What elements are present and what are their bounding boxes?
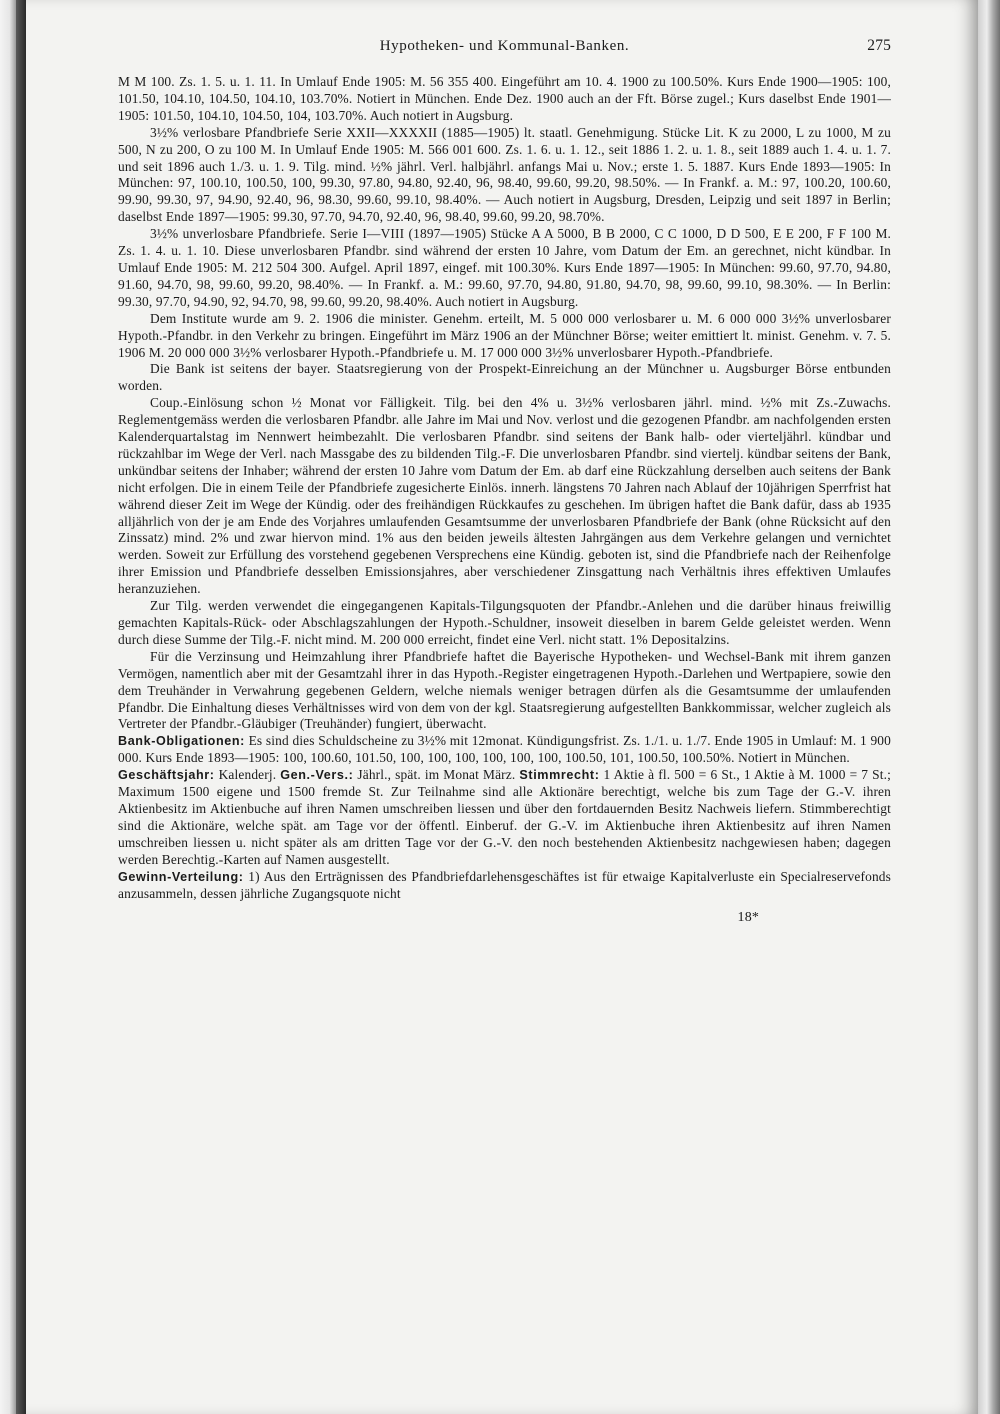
paragraph-geschaeftsjahr xyxy=(118,767,891,868)
paragraph-verlosbare-pfandbriefe: 3½% verlosbare Pfandbriefe Serie XXII—XXXXII (1885—1905) lt. staatl. Genehmigung. Stücke Lit. K zu 2000, L zu 1000, M zu 500, N zu 200, O zu 100 M. In Umlauf Ende 1905: M. 566 001 600. Zs. 1. 6. u. 1. 12., seit 1886 1. 2. u. 1. 8., seit 1889 auch 1. 4. u. 1. 7. und seit 1896 auch 1./3. u. 1. 9. Tilg. mind. ½% jährl. Verl. halbjährl. anfangs Mai u. Nov.; erste 1. 5. 1887. Kurs Ende 1893—1905: In München: 97, 100.10, 100.50, 100, 99.30, 97.80, 94.80, 92.40, 96, 98.40, 99.60, 99.20, 98.50%. — In Frankf. a. M.: 97, 100.20, 100.60, 99.90, 99.30, 97, 94.90, 92.40, 96, 98.30, 99.60, 99.10, 98.40%. — Auch notiert in Augsburg, Dresden, Leipzig und seit 1897 in Berlin; daselbst Ende 1897—1905: 99.30, 97.70, 94.70, 92.40, 96, 98.40, 99.60, 99.20, 98.70%. xyxy=(118,124,891,225)
book-gutter xyxy=(16,0,26,1414)
paragraph-bank-obligationen xyxy=(118,733,891,767)
paragraph-coupon-redemption: Coup.-Einlösung schon ½ Monat vor Fälligkeit. Tilg. bei den 4% u. 3½% verlosbaren jährl. mind. ½% mit Zs.-Zuwachs. Reglementgemäss werden die verlosbaren Pfandbr. alle Jahre im Mai und Nov. verlost und die gezogenen Pfandbr. am nachfolgenden ersten Kalenderquartalstag im Nennwert heimbezahlt. Die verlosbaren Pfandbr. sind seitens der Bank halb- oder vierteljährl. kündbar und rückzahlbar im Wege der Verl. nach Massgabe des zu bildenden Tilg.-F. Die unverlosbaren Pfandbr. sind viertelj. kündbar seitens der Bank, unkündbar seitens der Inhaber; während der ersten 10 Jahre vom Datum der Em. ab darf eine Rückzahlung derselben auch seitens der Bank nicht erfolgen. Die in einem Teile der Pfandbriefe zugesicherte Einlös. innerh. längstens 70 Jahren nach Ablauf der 10jährigen Sperrfrist hat während dieser Zeit im Wege der Kündig. oder des freihändigen Rückkaufes zu geschehen. Im übrigen haftet die Bank dafür, dass ab 1935 alljährlich von der je am Ende des Vorjahres umlaufenden Gesamtsumme der unverlosbaren Pfandbriefe der Bank (ohne Rücksicht auf den Zinssatz) mind. 2% und zwar hiervon mind. 1% aus den beiden jeweils ältesten Jahrgängen aus dem Verkehre gelangen und vernichtet werden. Soweit zur Erfüllung des vorstehend gegebenen Versprechens eine Kündig. geboten ist, sind die Pfandbriefe nach der Reihenfolge ihrer Emission und Pfandbriefe desselben Emissionsjahres, aber verschiedener Zinsgattung nach Verhältnis ihres effektiven Umlaufes heranzuziehen. xyxy=(118,395,891,597)
stimmrecht-label: Stimmrecht: xyxy=(519,768,600,783)
stimmrecht-text: 1 Aktie à fl. 500 = 6 St., 1 Aktie à M. 1000 = 7 St.; Maximum 1500 eigene und 1500 fremde St. Zur Teilnahme sind alle Aktionäre berechtigt, welche bis zum Tage der G.-V. ihren Aktienbesitz im Aktienbuche auf ihren Namen umschreiben liessen und über den fortdauernden Besitz Nachweis liefern. Stimmberechtigt sind die Aktionäre, welche spät. am Tage vor der öffentl. Einberuf. der G.-V. im Aktienbuche ihren Aktienbesitz auf ihren Namen umschreiben liessen u. nicht später als am dritten Tage vor der G.-V. den noch bestehenden Aktienbesitz nachgewiesen haben; dagegen werden Berechtig.-Karten auf Namen ausgestellt. xyxy=(118,767,891,867)
paragraph-sinking-fund: Zur Tilg. werden verwendet die eingegangenen Kapitals-Tilgungsquoten der Pfandbr.-Anlehen und die darüber hinaus freiwillig gemachten Kapitals-Rück- oder Abschlagszahlungen der Hypoth.-Schuldner, insoweit dieselben in barem Gelde geleistet werden. Wenn durch diese Summe der Tilg.-F. nicht mind. M. 200 000 erreicht, findet eine Verl. nicht statt. 1% Depositalzins. xyxy=(118,598,891,647)
paragraph-gewinn-verteilung xyxy=(118,869,891,903)
page-content xyxy=(118,38,891,927)
gewinn-verteilung-label: Gewinn-Verteilung: xyxy=(118,869,244,884)
paragraph-prospectus-exemption: Die Bank ist seitens der bayer. Staatsregierung von der Prospekt-Einreichung an der Münchner u. Augsburger Börse entbunden worden. xyxy=(118,361,891,394)
page-stack-edge xyxy=(978,0,1000,1414)
bank-obligationen-label: Bank-Obligationen: xyxy=(118,734,245,749)
paragraph-4pct-pfandbriefe: M M 100. Zs. 1. 5. u. 1. 11. In Umlauf Ende 1905: M. 56 355 400. Eingeführt am 10. 4. 1900 zu 100.50%. Kurs Ende 1900—1905: 100, 101.50, 104.10, 104.50, 104.10, 103.70%. Notiert in München. Ende Dez. 1900 auch an der Fft. Börse zugel.; Kurs daselbst Ende 1901—1905: 101.50, 104.10, 104.50, 104, 103.70%. Auch notiert in Augsburg. xyxy=(118,74,891,123)
signature-mark: 18* xyxy=(737,910,759,926)
geschaeftsjahr-text: Kalenderj. xyxy=(214,767,281,783)
gen-vers-label: Gen.-Vers.: xyxy=(280,768,354,783)
page-number: 275 xyxy=(867,37,891,54)
paragraph-liability: Für die Verzinsung und Heimzahlung ihrer Pfandbriefe haftet die Bayerische Hypotheken- und Wechsel-Bank mit ihrem ganzen Vermögen, namentlich aber mit der Gesamtzahl ihrer in das Hypoth.-Register eingetragenen Hypoth.-Darlehen und Wertpapiere, sowie den dem Treuhänder in Verwahrung gegebenen Geldern, welche niemals weniger betragen dürfen als die Gesamtsumme der umlaufenden Pfandbr. Die Einhaltung dieses Verhältnisses wird von dem von der kgl. Staatsregierung aufgestellten Bankkommissar, welcher zugleich als Vertreter der Pfandbr.-Gläubiger (Treuhänder) fungiert, überwacht. xyxy=(118,648,891,732)
gewinn-verteilung-text: 1) Aus den Erträgnissen des Pfandbriefdarlehensgeschäftes ist für etwaige Kapitalverluste ein Specialreservefonds anzusammeln, dessen jährliche Zugangsquote nicht xyxy=(118,868,891,901)
scanned-page xyxy=(26,0,978,1414)
bank-obligationen-text: Es sind dies Schuldscheine zu 3½% mit 12monat. Kündigungsfrist. Zs. 1./1. u. 1./7. Ende 1905 in Umlauf: M. 1 900 000. Kurs Ende 1893—1905: 100, 100.60, 101.50, 100, 100, 100, 100, 100, 100, 100.50, 101, 100.50, 100.50%. Notiert in München. xyxy=(118,733,891,766)
page-header xyxy=(118,38,891,60)
geschaeftsjahr-label: Geschäftsjahr: xyxy=(118,768,215,783)
paragraph-ministerial-approval: Dem Institute wurde am 9. 2. 1906 die minister. Genehm. erteilt, M. 5 000 000 verlosbarer u. M. 6 000 000 3½% unverlosbarer Hypoth.-Pfandbr. in den Verkehr zu bringen. Eingeführt im März 1906 an der Münchner Börse; weiter emittiert lt. minist. Genehm. v. 7. 5. 1906 M. 20 000 000 3½% verlosbarer Hypoth.-Pfandbriefe u. M. 17 000 000 3½% unverlosbarer Hypoth.-Pfandbriefe. xyxy=(118,310,891,360)
adjacent-page-edge xyxy=(0,0,16,1414)
running-title: Hypotheken- und Kommunal-Banken. xyxy=(379,38,630,54)
gen-vers-text: Jährl., spät. im Monat März. xyxy=(353,767,520,783)
paragraph-unverlosbare-pfandbriefe: 3½% unverlosbare Pfandbriefe. Serie I—VIII (1897—1905) Stücke A A 5000, B B 2000, C C 1000, D D 500, E E 200, F F 100 M. Zs. 1. 4. u. 1. 10. Diese unverlosbaren Pfandbr. sind während der ersten 10 Jahre, vom Datum der Em. an gerechnet, nicht kündbar. In Umlauf Ende 1905: M. 212 504 300. Aufgel. April 1897, eingef. mit 100.30%. Kurs Ende 1897—1905: In München: 99.60, 97.70, 94.80, 91.60, 94.70, 98, 99.60, 99.20, 98.40%. — In Frankf. a. M.: 99.60, 97.70, 94.80, 91.80, 94.70, 98, 99.60, 99.10, 98.30%. — In Berlin: 99.30, 97.70, 94.90, 92, 94.70, 98, 99.60, 99.20, 98.40%. Auch notiert in Augsburg. xyxy=(118,226,891,309)
